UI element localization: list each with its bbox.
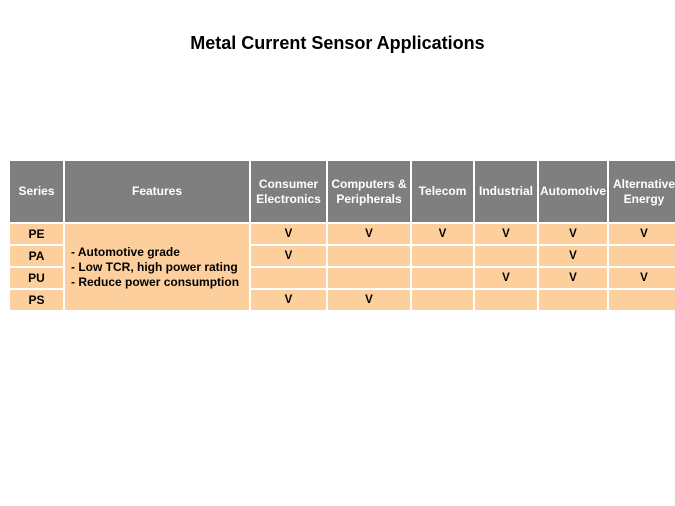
page-title: Metal Current Sensor Applications (190, 33, 485, 53)
header-alternative-energy (609, 161, 675, 222)
mark-cell: V (475, 268, 537, 288)
mark-cell: V (539, 246, 607, 266)
mark-cell (412, 290, 473, 310)
mark-cell: V (412, 224, 473, 244)
header-telecom: Telecom (412, 161, 473, 222)
mark-cell (328, 246, 410, 266)
mark-cell (609, 246, 675, 266)
mark-cell (539, 290, 607, 310)
mark-cell: V (539, 268, 607, 288)
header-computers-line1: Computers & (331, 176, 407, 191)
feature-item: - Automotive grade (71, 245, 249, 260)
header-alt-line2: Energy (623, 191, 665, 206)
header-automotive: Automotive (539, 161, 607, 222)
series-cell: PA (10, 246, 63, 266)
header-series: Series (10, 161, 63, 222)
mark-cell: V (251, 224, 326, 244)
header-computers-line2: Peripherals (336, 191, 402, 206)
series-cell: PE (10, 224, 63, 244)
feature-item: - Low TCR, high power rating (71, 260, 249, 275)
header-computers-peripherals (328, 161, 410, 222)
header-features: Features (65, 161, 249, 222)
mark-cell (475, 290, 537, 310)
series-cell: PS (10, 290, 63, 310)
mark-cell: V (475, 224, 537, 244)
mark-cell: V (251, 290, 326, 310)
header-consumer-line1: Consumer (258, 176, 319, 191)
mark-cell (609, 290, 675, 310)
mark-cell (251, 268, 326, 288)
header-consumer-electronics (251, 161, 326, 222)
mark-cell: V (609, 224, 675, 244)
mark-cell: V (539, 224, 607, 244)
series-cell: PU (10, 268, 63, 288)
features-cell (65, 224, 249, 310)
mark-cell: V (328, 290, 410, 310)
mark-cell: V (251, 246, 326, 266)
mark-cell: V (609, 268, 675, 288)
mark-cell (475, 246, 537, 266)
applications-table (10, 161, 675, 310)
header-consumer-line2: Electronics (256, 191, 321, 206)
mark-cell (328, 268, 410, 288)
mark-cell: V (328, 224, 410, 244)
header-alt-line1: Alternative (612, 176, 675, 191)
feature-item: - Reduce power consumption (71, 275, 249, 290)
mark-cell (412, 246, 473, 266)
header-industrial: Industrial (475, 161, 537, 222)
mark-cell (412, 268, 473, 288)
